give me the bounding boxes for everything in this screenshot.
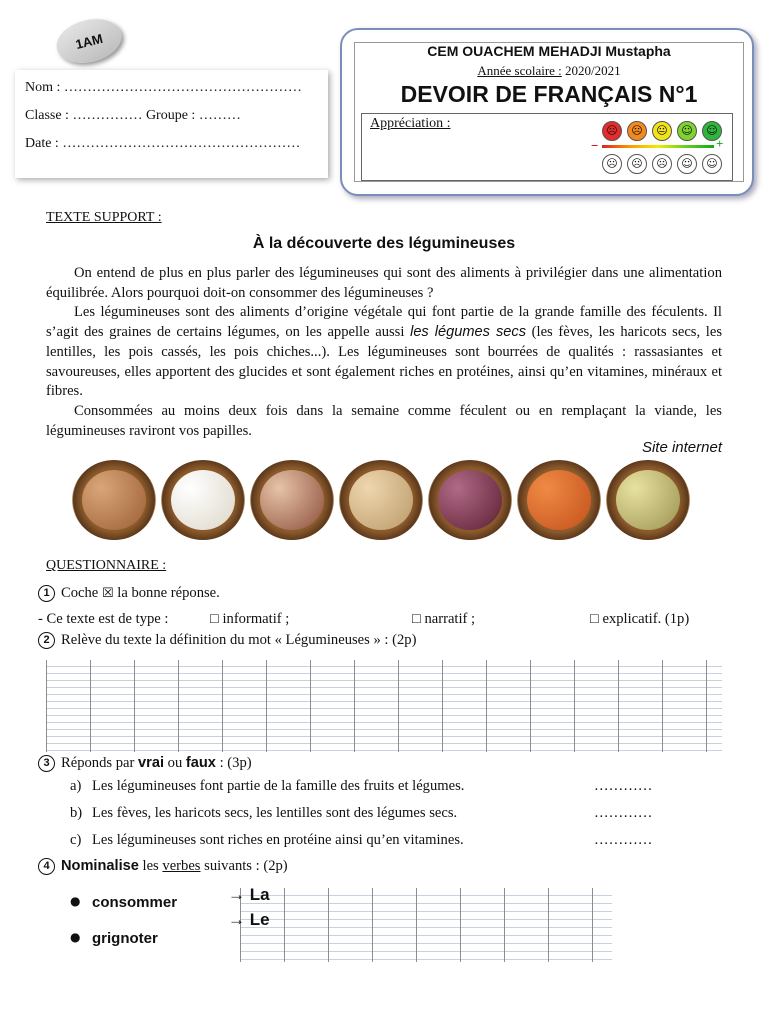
bowl-chickpeas bbox=[339, 460, 423, 540]
answer-grid-q4[interactable] bbox=[240, 888, 612, 962]
very-sad-face-icon: ☹ bbox=[602, 121, 622, 141]
statement-a-answer[interactable]: ………… bbox=[594, 778, 653, 794]
question-4-les: les bbox=[142, 858, 159, 874]
plus-sign: + bbox=[716, 136, 724, 151]
question-3-vrai: vrai bbox=[138, 755, 164, 771]
text-title: À la découverte des légumineuses bbox=[252, 235, 516, 252]
blank-face-icon-2[interactable]: ☹ bbox=[627, 154, 647, 174]
question-4 bbox=[38, 858, 288, 875]
question-3-faux: faux bbox=[185, 755, 216, 771]
option-narratif[interactable]: □ narratif ; bbox=[412, 611, 476, 627]
checked-box-icon: ☒ bbox=[101, 586, 114, 601]
appreciation-label: Appréciation : bbox=[370, 116, 451, 131]
class-group-field[interactable]: Classe : …………… Groupe : ……… bbox=[25, 108, 241, 123]
level-badge bbox=[52, 13, 126, 70]
appreciation-scale bbox=[602, 145, 714, 148]
option-informatif[interactable]: □ informatif ; bbox=[210, 611, 290, 627]
text-source: Site internet bbox=[641, 439, 722, 456]
paragraph-2 bbox=[46, 303, 722, 402]
question-1-text-a: Coche bbox=[61, 585, 99, 601]
school-name: CEM OUACHEM MEHADJI Mustapha bbox=[427, 43, 671, 59]
bowl-mixed-beans bbox=[606, 460, 690, 540]
paragraph-3: Consommées au moins deux fois dans la semaine comme féculent ou en remplaçant la viande, les légumineuses raviront vos papilles. bbox=[46, 402, 722, 439]
very-happy-face-icon: ☺ bbox=[702, 121, 722, 141]
question-3 bbox=[38, 755, 252, 772]
answer-prompt-la: → La bbox=[228, 885, 270, 904]
exam-header-inner bbox=[354, 42, 744, 182]
bowl-red-lentils bbox=[517, 460, 601, 540]
answer-prompt-le: → Le bbox=[228, 910, 270, 929]
school-year bbox=[355, 63, 743, 79]
level-badge-text: 1AM bbox=[73, 30, 105, 52]
blank-face-icon-5[interactable]: ☺ bbox=[702, 154, 722, 174]
bullet-icon-2: ● bbox=[70, 930, 81, 944]
option-explicatif[interactable]: □ explicatif. (1p) bbox=[590, 611, 690, 627]
text-support-label: TEXTE SUPPORT : bbox=[46, 210, 162, 225]
statement-b-letter: b) bbox=[70, 805, 83, 821]
school-year-value: 2020/2021 bbox=[565, 63, 621, 78]
statement-a-letter: a) bbox=[70, 778, 82, 794]
appreciation-box bbox=[361, 113, 733, 181]
bowl-red-beans bbox=[428, 460, 512, 540]
bowl-white-beans bbox=[161, 460, 245, 540]
blank-face-icon-4[interactable]: ☺ bbox=[677, 154, 697, 174]
bullet-icon-1: ● bbox=[70, 894, 81, 908]
question-3-text-b: : (3p) bbox=[219, 755, 252, 771]
question-4-rest: suivants : (2p) bbox=[204, 858, 288, 874]
statement-c-letter: c) bbox=[70, 832, 82, 848]
student-info-box bbox=[15, 70, 328, 178]
exam-title: DEVOIR DE FRANÇAIS N°1 bbox=[400, 81, 698, 107]
neutral-face-icon: 😐 bbox=[652, 121, 672, 141]
sad-face-icon: ☹ bbox=[627, 121, 647, 141]
question-4-bold: Nominalise bbox=[61, 858, 139, 874]
statement-c-answer[interactable]: ………… bbox=[594, 832, 653, 848]
statement-b-text: Les fèves, les haricots secs, les lentilles sont des légumes secs. bbox=[92, 805, 458, 821]
question-4-number: 4 bbox=[38, 858, 55, 875]
happy-face-icon: ☺ bbox=[677, 121, 697, 141]
name-field[interactable]: Nom : …………………………………………… bbox=[25, 80, 302, 95]
question-2-number: 2 bbox=[38, 632, 55, 649]
statement-a-text: Les légumineuses font partie de la famille des fruits et légumes. bbox=[92, 778, 465, 794]
question-3-number: 3 bbox=[38, 755, 55, 772]
verb-grignoter: grignoter bbox=[92, 930, 158, 947]
bowl-fava-beans bbox=[72, 460, 156, 540]
blank-face-icon-3[interactable]: ☹ bbox=[652, 154, 672, 174]
question-4-verbes: verbes bbox=[162, 858, 201, 874]
text-body bbox=[46, 264, 722, 441]
exam-header bbox=[340, 28, 754, 196]
question-1-number: 1 bbox=[38, 585, 55, 602]
paragraph-2-end: (les fèves, les haricots secs, les lentilles, les pois cassés, les pois chiches...). Les légumineuses sont bourrées de qualités : rassasiantes et savoureuses, elles apportent des glucides et sont également riches en protéines, ainsi qu’en vitamines, minéraux et fibres. bbox=[46, 324, 722, 400]
date-field[interactable]: Date : …………………………………………… bbox=[25, 136, 301, 151]
minus-sign: − bbox=[591, 138, 599, 153]
paragraph-1: On entend de plus en plus parler des légumineuses qui sont des aliments à privilégier dans une alimentation équilibrée. Alors pourquoi doit-on consommer des légumineuses ? bbox=[46, 265, 722, 301]
question-2-text: Relève du texte la définition du mot « Légumineuses » : (2p) bbox=[61, 632, 417, 648]
statement-b-answer[interactable]: ………… bbox=[594, 805, 653, 821]
paragraph-2-start: Les légumineuses sont des aliments d’origine végétale qui font partie de la grande famille des féculents. Il s’agit des graines de certains légumes, on les appelle aussi bbox=[46, 304, 722, 341]
question-1-text-b: la bonne réponse. bbox=[117, 585, 220, 601]
answer-grid-q2[interactable] bbox=[46, 660, 722, 752]
questionnaire-label: QUESTIONNAIRE : bbox=[46, 558, 167, 573]
bowl-pinto-beans bbox=[250, 460, 334, 540]
question-1-prefix: - Ce texte est de type : bbox=[38, 611, 169, 627]
school-year-label: Année scolaire : bbox=[477, 63, 562, 78]
verb-consommer: consommer bbox=[92, 894, 178, 911]
question-3-text-a: Réponds par bbox=[61, 755, 135, 771]
paragraph-2-italic: les légumes secs bbox=[410, 324, 527, 341]
blank-face-icon-1[interactable]: ☹ bbox=[602, 154, 622, 174]
question-2 bbox=[38, 632, 416, 649]
statement-c-text: Les légumineuses sont riches en protéine ainsi qu’en vitamines. bbox=[92, 832, 464, 848]
question-3-ou: ou bbox=[167, 755, 183, 771]
question-1 bbox=[38, 585, 220, 602]
